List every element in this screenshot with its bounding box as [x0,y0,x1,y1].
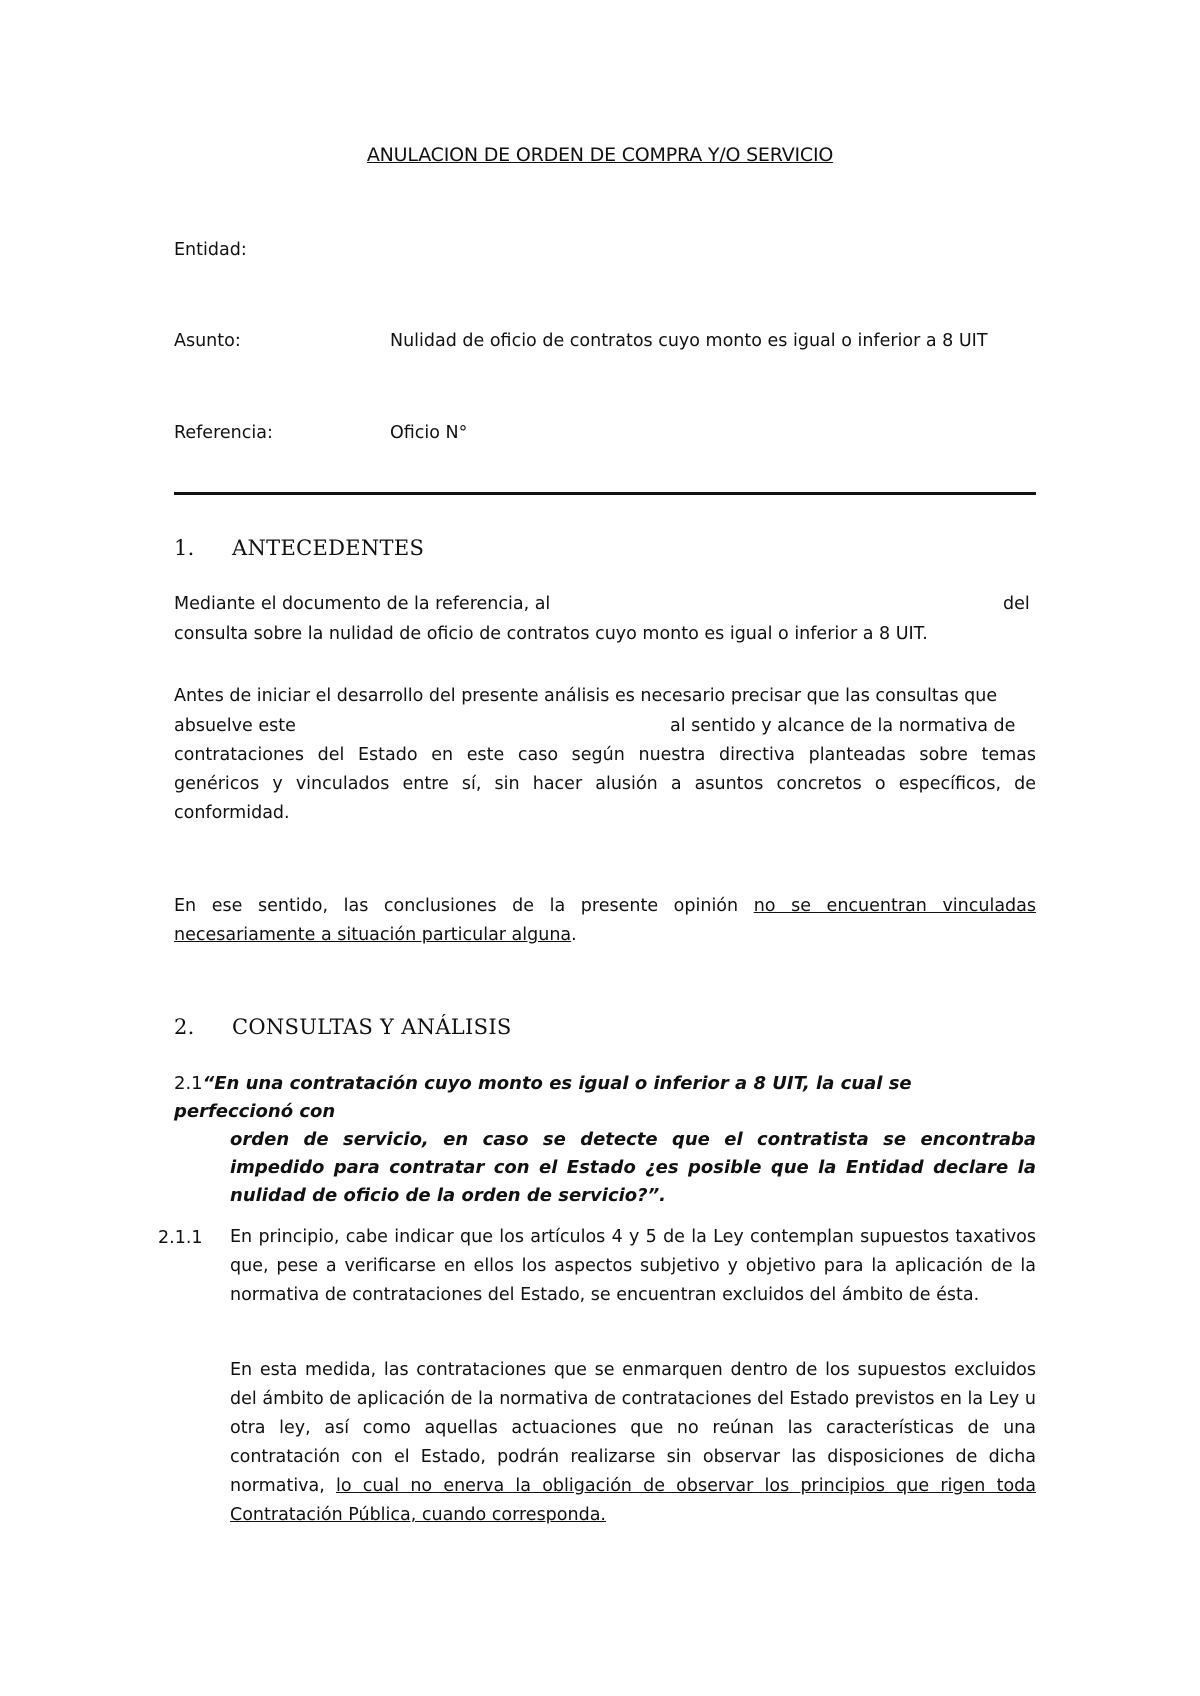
paragraph-2-line-2-start: absuelve este [174,716,296,736]
paragraph-3 [174,892,1036,950]
section-title: ANTECEDENTES [232,536,425,560]
referencia-label: Referencia: [174,423,273,443]
paragraph-1-line-1-end: del [1003,594,1030,614]
paragraph-3-text: En ese sentido, las conclusiones de la presente opinión [174,896,754,916]
question-body: orden de servicio, en caso se detecte que el contratista se encontraba impedido para contratar con el Estado ¿es posible que la Entidad declare la nulidad de oficio de la orden de servicio?”. [230,1129,1036,1206]
asunto-value: Nulidad de oficio de contratos cuyo monto es igual o inferior a 8 UIT [390,331,988,351]
subsection-paragraph-2-text: En esta medida, las contrataciones que se enmarquen dentro de los supuestos excluidos del ámbito de aplicación de la normativa de contrataciones del Estado previstos en la Ley u otra ley, así como aquellas actuaciones que no reúnan las características de una contratación con el Estado, podrán realizarse sin observar las disposiciones de dicha normativa, [230,1360,1036,1496]
paragraph-2-line-2-end: al sentido y alcance de la normativa de [670,716,1016,736]
entidad-label: Entidad: [174,240,247,260]
question-number: 2.1 [174,1073,203,1094]
question-first-line: “En una contratación cuyo monto es igual o inferior a 8 UIT, la cual se perfeccionó con [174,1073,912,1122]
subsection-number: 2.1.1 [158,1228,203,1248]
header-divider [174,492,1036,495]
paragraph-2-rest: contrataciones del Estado en este caso según nuestra directiva planteadas sobre temas genéricos y vinculados entre sí, sin hacer alusión a asuntos concretos o específicos, de conformidad. [174,745,1036,823]
paragraph-3-end: . [571,925,577,945]
subsection-paragraph-2 [230,1356,1036,1530]
paragraph-2-line-1: Antes de iniciar el desarrollo del presente análisis es necesario precisar que las consultas que [174,686,998,706]
asunto-label: Asunto: [174,331,241,351]
document-title: ANULACION DE ORDEN DE COMPRA Y/O SERVICIO [366,144,834,166]
referencia-value: Oficio N° [390,423,468,443]
paragraph-1-line-1-start: Mediante el documento de la referencia, al [174,594,551,614]
section-heading-consultas [174,1015,512,1039]
section-number: 2. [174,1015,195,1039]
section-heading-antecedentes [174,536,424,560]
subsection-paragraph-2-underlined-text: lo cual no enerva la obligación de observar los principios que rigen toda Contratación Pública, cuando corresponda. [230,1476,1036,1525]
paragraph-3-underlined-text: no se encuentran vinculadas necesariamente a situación particular alguna [174,896,1037,945]
paragraph-1-line-2: consulta sobre la nulidad de oficio de contratos cuyo monto es igual o inferior a 8 UIT. [174,624,928,644]
section-number: 1. [174,536,195,560]
section-title: CONSULTAS Y ANÁLISIS [232,1015,512,1039]
subsection-paragraph-1: En principio, cabe indicar que los artículos 4 y 5 de la Ley contemplan supuestos taxativos que, pese a verificarse en ellos los aspectos subjetivo y objetivo para la aplicación de la normativa de contrataciones del Estado, se encuentran excluidos del ámbito de ésta. [230,1227,1036,1305]
consulta-question [174,1070,1036,1210]
